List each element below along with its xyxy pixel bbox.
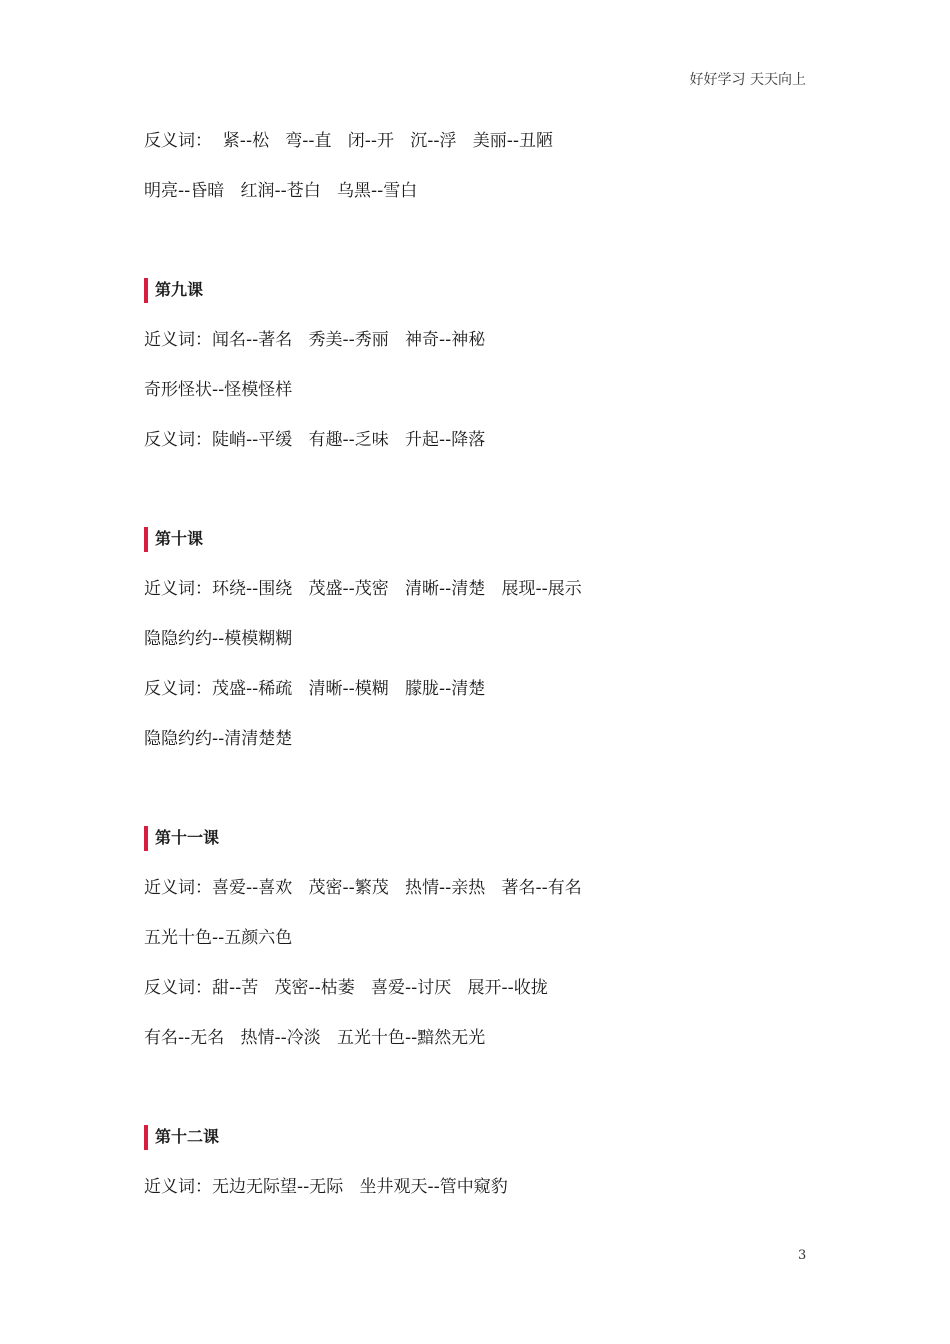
antonyms-line: 反义词：陡峭--平缓 有趣--乏味 升起--降落 (144, 430, 486, 450)
antonyms-line: 有名--无名 热情--冷淡 五光十色--黯然无光 (144, 1028, 486, 1048)
synonyms-line: 隐隐约约--模模糊糊 (144, 629, 293, 649)
antonyms-line: 反义词：甜--苦 茂密--枯萎 喜爱--讨厌 展开--收拢 (144, 978, 548, 998)
lesson-9-heading: 第九课 (144, 278, 203, 302)
antonyms-line: 明亮--昏暗 红润--苍白 乌黑--雪白 (144, 181, 418, 201)
synonyms-line: 近义词：喜爱--喜欢 茂密--繁茂 热情--亲热 著名--有名 (144, 878, 582, 898)
antonyms-line: 反义词： 紧--松 弯--直 闭--开 沉--浮 美丽--丑陋 (144, 131, 553, 151)
synonyms-line: 五光十色--五颜六色 (144, 928, 293, 948)
synonyms-line: 近义词：环绕--围绕 茂盛--茂密 清晰--清楚 展现--展示 (144, 579, 582, 599)
lesson-10-heading: 第十课 (144, 527, 203, 551)
lesson-11-heading: 第十一课 (144, 826, 219, 850)
page-number: 3 (798, 1248, 807, 1263)
synonyms-line: 近义词：闻名--著名 秀美--秀丽 神奇--神秘 (144, 330, 486, 350)
page-header: 好好学习 天天向上 (689, 72, 806, 88)
synonyms-line: 近义词：无边无际望--无际 坐井观天--管中窥豹 (144, 1177, 508, 1197)
lesson-12-heading: 第十二课 (144, 1125, 219, 1149)
antonyms-line: 隐隐约约--清清楚楚 (144, 729, 293, 749)
antonyms-line: 反义词：茂盛--稀疏 清晰--模糊 朦胧--清楚 (144, 679, 486, 699)
synonyms-line: 奇形怪状--怪模怪样 (144, 380, 293, 400)
